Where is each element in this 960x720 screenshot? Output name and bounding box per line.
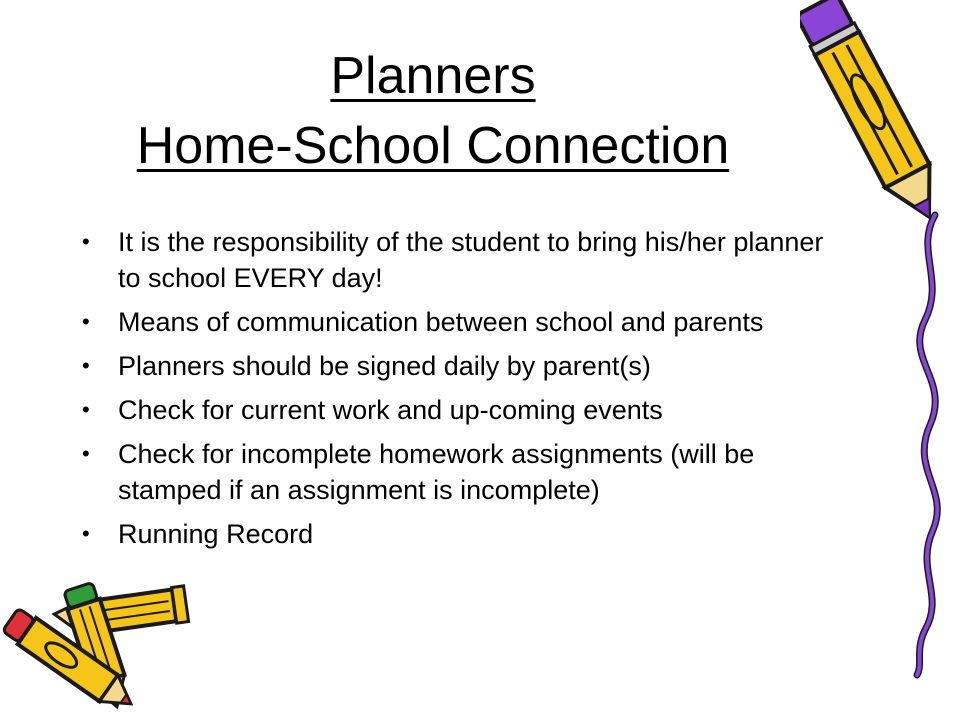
bullet-dot-icon: •: [82, 521, 90, 546]
bullet-item: [78, 304, 838, 340]
bullet-text: Running Record: [118, 519, 314, 549]
bullet-dot-icon: •: [82, 229, 90, 254]
bullet-item: [78, 224, 838, 296]
bullet-item: [78, 348, 838, 384]
bullet-list: [78, 224, 838, 560]
slide-title-line-2: Home-School Connection: [136, 117, 730, 175]
bullet-dot-icon: •: [82, 397, 90, 422]
pencil-clipart-icon: [800, 0, 950, 230]
bullet-text: Check for incomplete homework assignments (will be stamped if an assignment is incomplete): [118, 439, 755, 505]
crossed-pencils-clipart-icon: [0, 575, 200, 715]
bullet-text: Means of communication between school and parents: [118, 307, 764, 337]
squiggle-ribbon-icon: [895, 210, 960, 680]
bullet-item: [78, 392, 838, 428]
bullet-dot-icon: •: [82, 309, 90, 334]
bullet-text: Planners should be signed daily by parent(s): [118, 351, 651, 381]
bullet-dot-icon: •: [82, 441, 90, 466]
slide-title-line-1: Planners: [330, 47, 536, 105]
bullet-text: Check for current work and up-coming events: [118, 395, 663, 425]
bullet-text: It is the responsibility of the student to bring his/her planner to school EVERY day!: [118, 227, 824, 293]
bullet-item: [78, 436, 838, 508]
bullet-dot-icon: •: [82, 353, 90, 378]
bullet-item: [78, 516, 838, 552]
